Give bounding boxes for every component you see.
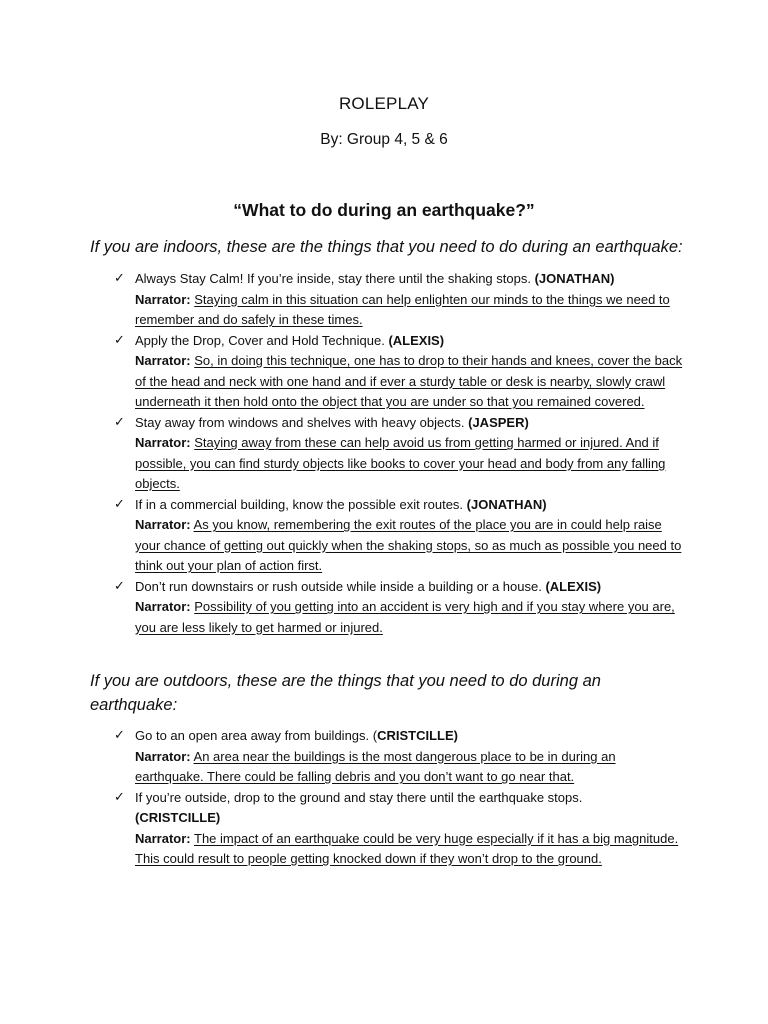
list-item xyxy=(114,726,684,788)
list-item xyxy=(114,577,684,639)
list-item xyxy=(114,269,684,331)
narrator-label: Narrator: xyxy=(135,291,191,307)
role-name: (JONATHAN) xyxy=(534,271,615,286)
narrator-label: Narrator: xyxy=(135,517,191,532)
indoors-heading: If you are indoors, these are the things that you need to do during an earthquake: xyxy=(90,238,683,256)
checkmark-icon: ✓ xyxy=(114,414,125,430)
narrator-label: Narrator: xyxy=(135,830,191,846)
narrator-label: Narrator: xyxy=(135,599,191,614)
role-name: (CRISTCILLE) xyxy=(135,810,221,825)
action-text: If in a commercial building, know the possible exit routes. xyxy=(135,496,464,512)
role-name: (ALEXIS) xyxy=(388,332,445,348)
checkmark-icon: ✓ xyxy=(114,496,125,512)
role-name: (JONATHAN) xyxy=(466,496,547,512)
indoors-list xyxy=(114,269,684,638)
narrator-text: The impact of an earthquake could be very huge especially if it has a big magnitude. This could result to people getting knocked down if they won’t drop to the ground. xyxy=(135,830,679,866)
role-name: CRISTCILLE) xyxy=(377,728,458,743)
list-item xyxy=(114,788,684,870)
checkmark-icon: ✓ xyxy=(114,789,125,805)
outdoors-list xyxy=(114,726,684,870)
document-byline: By: Group 4, 5 & 6 xyxy=(320,131,448,148)
checkmark-icon: ✓ xyxy=(114,728,125,743)
narrator-text: So, in doing this technique, one has to drop to their hands and knees, cover the back of the head and neck with one hand and if ever a sturdy table or desk is nearby, slowly crawl underneath it then hold onto the object that you are under so that you remained covered. xyxy=(135,353,683,409)
narrator-label: Narrator: xyxy=(135,435,191,450)
list-item xyxy=(114,413,684,495)
checkmark-icon: ✓ xyxy=(114,271,125,286)
narrator-label: Narrator: xyxy=(135,748,191,764)
main-question: “What to do during an earthquake?” xyxy=(233,200,535,220)
narrator-text: Possibility of you getting into an accident is very high and if you stay where you are, you are less likely to get harmed or injured. xyxy=(135,599,675,635)
list-item xyxy=(114,495,684,577)
role-name: (ALEXIS) xyxy=(545,578,602,594)
checkmark-icon: ✓ xyxy=(114,578,125,594)
narrator-text: An area near the buildings is the most dangerous place to be in during an earthquake. There could be falling debris and you don’t want to go near that. xyxy=(135,748,616,784)
action-text: Don’t run downstairs or rush outside while inside a building or a house. xyxy=(135,578,542,594)
narrator-text: Staying calm in this situation can help enlighten our minds to the things we need to remember and do safely in these times. xyxy=(135,291,670,327)
list-item xyxy=(114,331,684,413)
document-title: ROLEPLAY xyxy=(338,94,430,113)
narrator-text: Staying away from these can help avoid us from getting harmed or injured. And if possible, you can find sturdy objects like books to cover your head and body from any falling objects. xyxy=(135,435,666,491)
outdoors-heading: If you are outdoors, these are the things that you need to do during an earthquake: xyxy=(90,672,601,714)
role-name: (JASPER) xyxy=(468,414,529,430)
action-text: Go to an open area away from buildings. ( xyxy=(135,728,378,743)
action-text: If you’re outside, drop to the ground and stay there until the earthquake stops. xyxy=(135,789,583,805)
action-text: Always Stay Calm! If you’re inside, stay there until the shaking stops. xyxy=(135,271,531,286)
narrator-label: Narrator: xyxy=(135,353,191,368)
action-text: Apply the Drop, Cover and Hold Technique. xyxy=(135,332,385,348)
checkmark-icon: ✓ xyxy=(114,332,125,348)
action-text: Stay away from windows and shelves with heavy objects. xyxy=(135,414,465,430)
narrator-text: As you know, remembering the exit routes of the place you are in could help raise your chance of getting out quickly when the shaking stops, so as much as possible you need to think out your plan of action first. xyxy=(135,517,682,573)
